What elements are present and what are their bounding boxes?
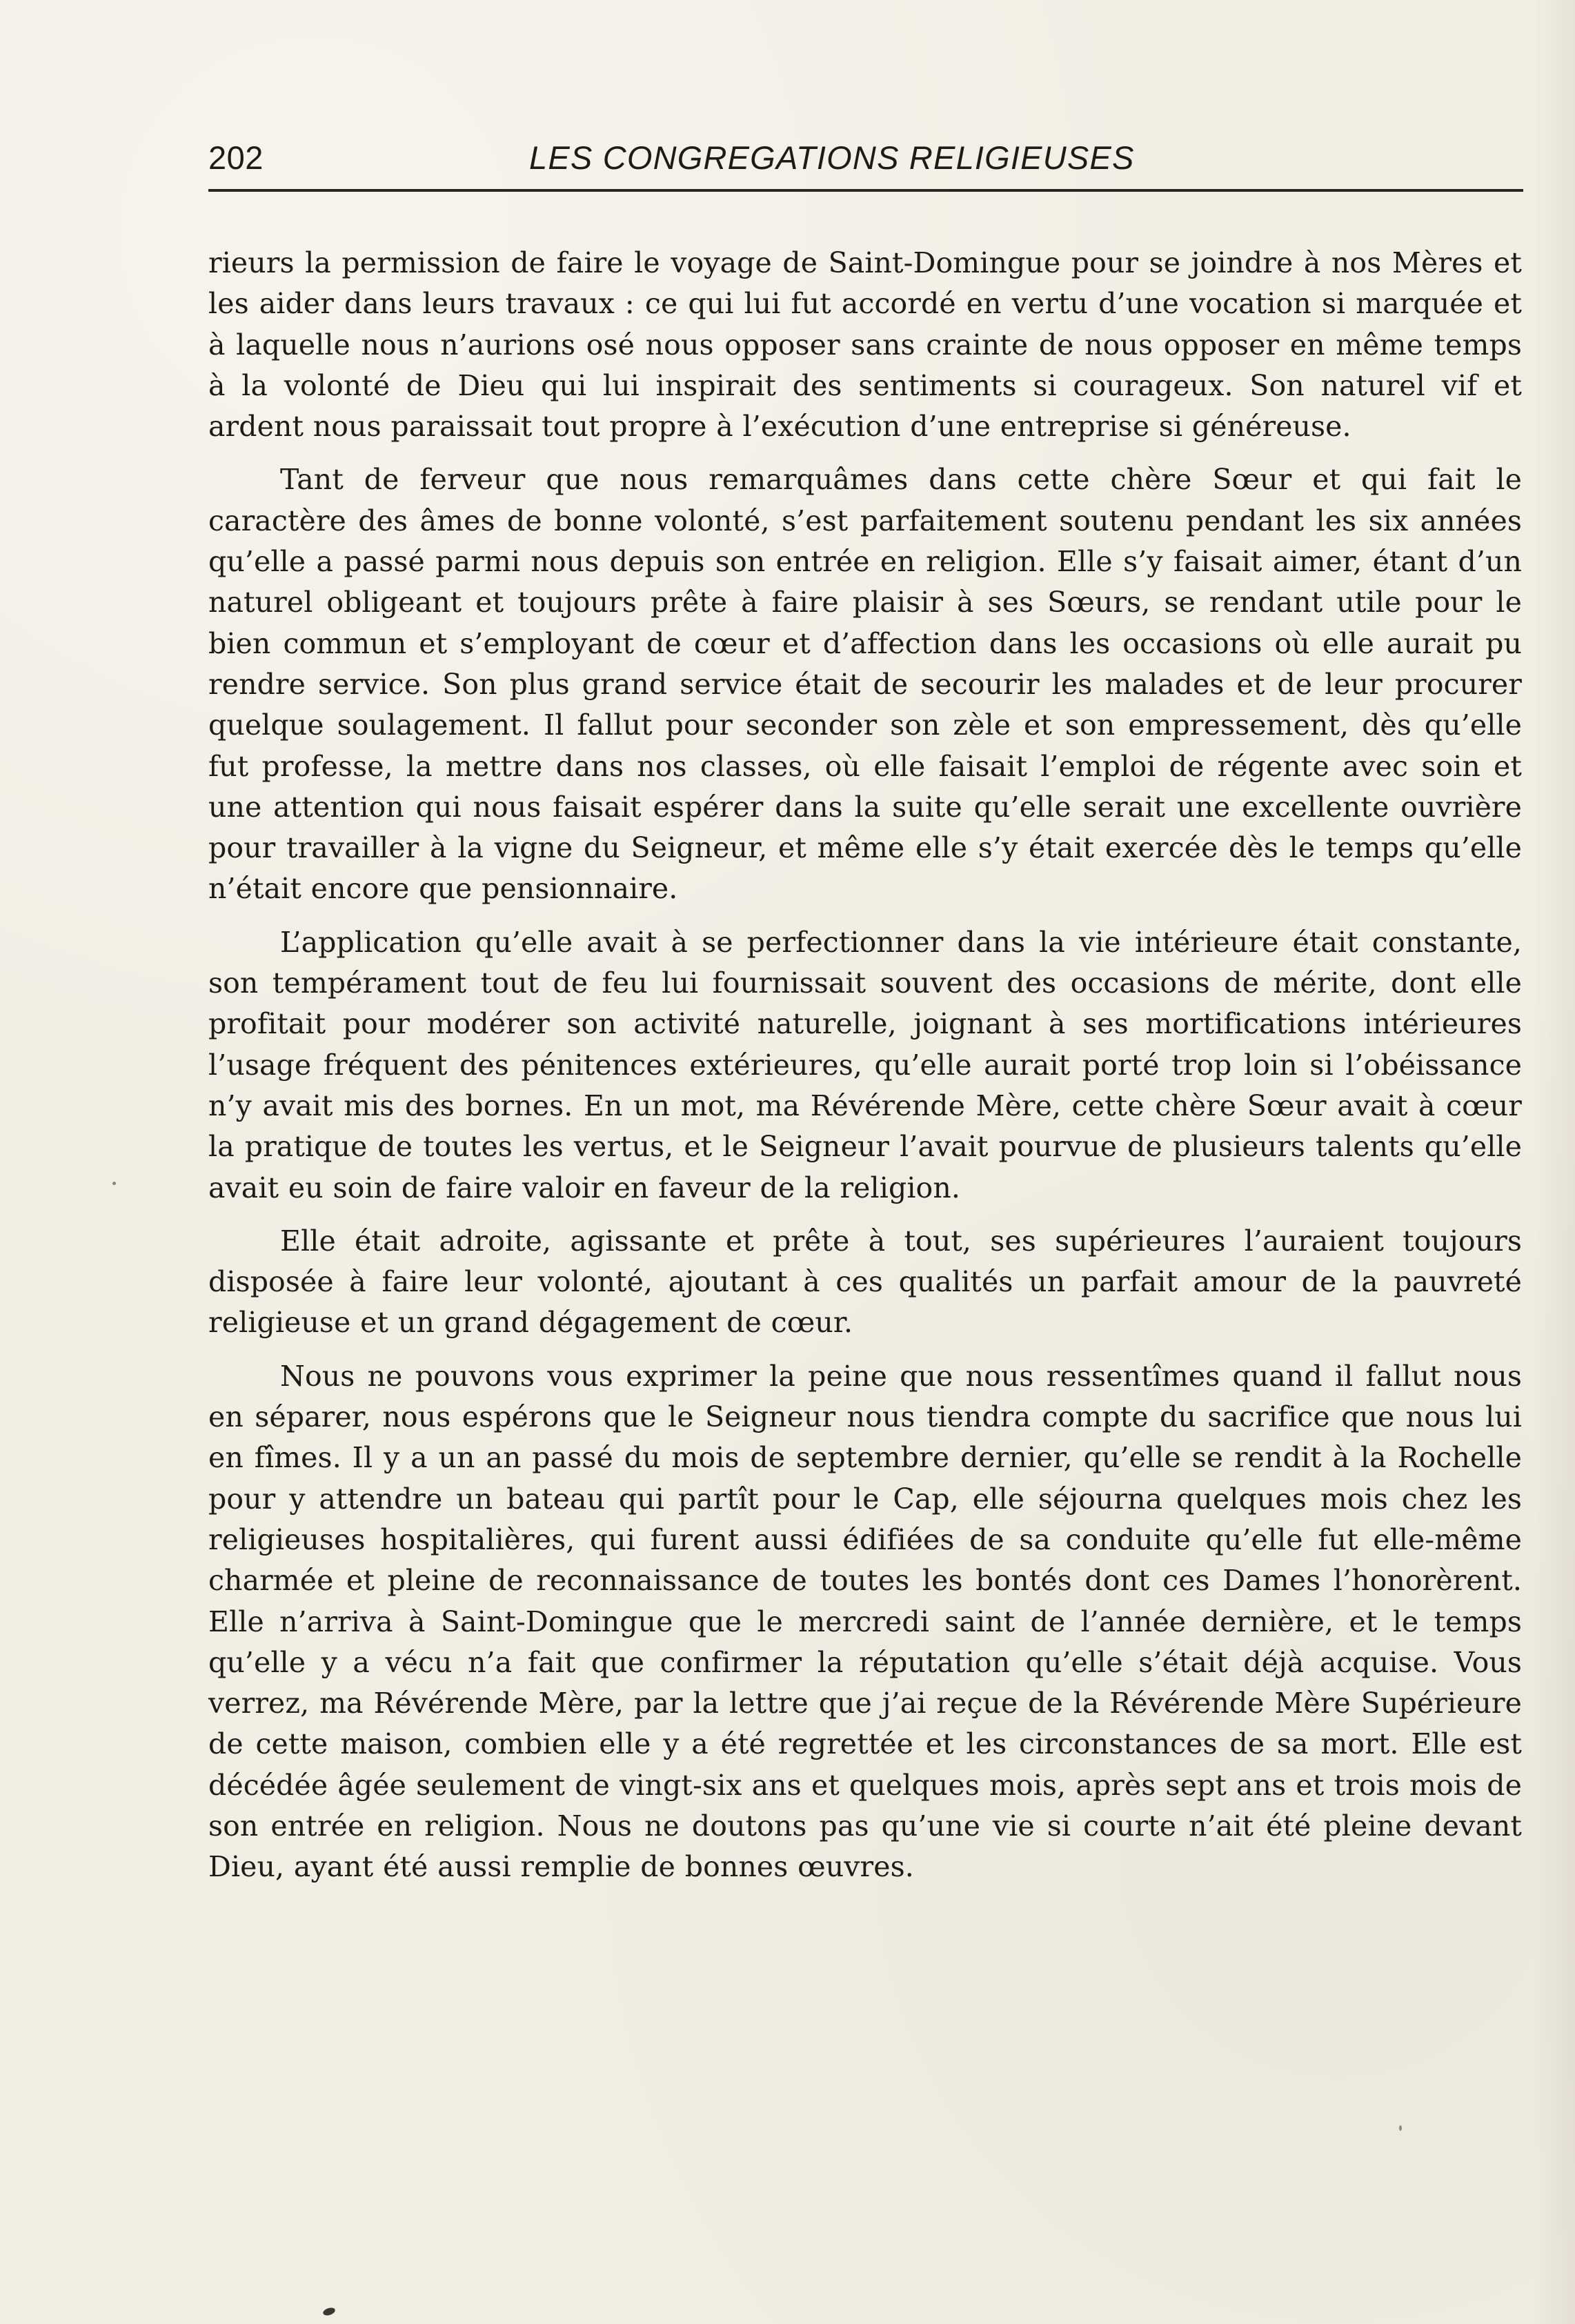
page-body <box>208 243 1522 1888</box>
page-header <box>208 141 1525 193</box>
running-title: LES CONGREGATIONS RELIGIEUSES <box>529 139 1135 176</box>
paper-speck <box>112 1182 116 1185</box>
paper-speck <box>1399 2125 1402 2131</box>
paragraph-continuation: rieurs la permission de faire le voyage de Saint-Domingue pour se joindre à nos Mères et les aider dans leurs travaux : ce qui lui fut accordé en vertu d’une vocation si marquée et à laquelle nous n’aurions osé nous opposer sans crainte de nous opposer en même temps à la volonté de Dieu qui lui inspirait des sentiments si courageux. Son naturel vif et ardent nous paraissait tout propre à l’exécution d’une entreprise si généreuse. <box>208 246 1522 444</box>
header-rule <box>208 189 1523 192</box>
paragraph-fervor: Tant de ferveur que nous remarquâmes dans cette chère Sœur et qui fait le caractère des âmes de bonne volonté, s’est parfaitement soutenu pendant les six années qu’elle a passé parmi nous depuis son entrée en religion. Elle s’y faisait aimer, étant d’un naturel obligeant et toujours prête à faire plaisir à ses Sœurs, se rendant utile pour le bien commun et s’employant de cœur et d’affection dans les occasions où elle aurait pu rendre service. Son plus grand service était de secourir les malades et de leur procurer quelque soulagement. Il fallut pour seconder son zèle et son empressement, dès qu’elle fut professe, la mettre dans nos classes, où elle faisait l’emploi de régente avec soin et une attention qui nous faisait espérer dans la suite qu’elle serait une excellente ouvrière pour travailler à la vigne du Seigneur, et même elle s’y était exercée dès le temps qu’elle n’était encore que pensionnaire. <box>208 463 1522 906</box>
paragraph-qualities: Elle était adroite, agissante et prête à tout, ses supérieures l’auraient toujours disposée à faire leur volonté, ajoutant à ces qualités un parfait amour de la pauvreté religieuse et un grand dégagement de cœur. <box>208 1224 1522 1340</box>
paragraph-interior-life: L’application qu’elle avait à se perfectionner dans la vie intérieure était constante, son tempérament tout de feu lui fournissait souvent des occasions de mérite, dont elle profitait pour modérer son activité naturelle, joignant à ses mortifications intérieures l’usage fréquent des pénitences extérieures, qu’elle aurait porté trop loin si l’obéissance n’y avait mis des bornes. En un mot, ma Révérende Mère, cette chère Sœur avait à cœur la pratique de toutes les vertus, et le Seigneur l’avait pourvue de plusieurs talents qu’elle avait eu soin de faire valoir en faveur de la religion. <box>208 925 1522 1204</box>
page-number: 202 <box>208 139 264 176</box>
paragraph-departure: Nous ne pouvons vous exprimer la peine que nous ressentîmes quand il fallut nous en séparer, nous espérons que le Seigneur nous tiendra compte du sacrifice que nous lui en fîmes. Il y a un an passé du mois de septembre dernier, qu’elle se rendit à la Rochelle pour y attendre un bateau qui partît pour le Cap, elle séjourna quelques mois chez les religieuses hospitalières, qui furent aussi édifiées de sa conduite qu’elle fut elle-même charmée et pleine de reconnaissance de toutes les bontés dont ces Dames l’honorèrent. Elle n’arriva à Saint-Domingue que le mercredi saint de l’année dernière, et le temps qu’elle y a vécu n’a fait que confirmer la réputation qu’elle s’était déjà acquise. Vous verrez, ma Révérende Mère, par la lettre que j’ai reçue de la Révérende Mère Supérieure de cette maison, combien elle y a été regrettée et les circonstances de sa mort. Elle est décédée âgée seulement de vingt-six ans et quelques mois, après sept ans et trois mois de son entrée en religion. Nous ne doutons pas qu’une vie si courte n’ait été pleine devant Dieu, ayant été aussi remplie de bonnes œuvres. <box>208 1359 1522 1884</box>
ink-mark <box>322 2306 336 2316</box>
